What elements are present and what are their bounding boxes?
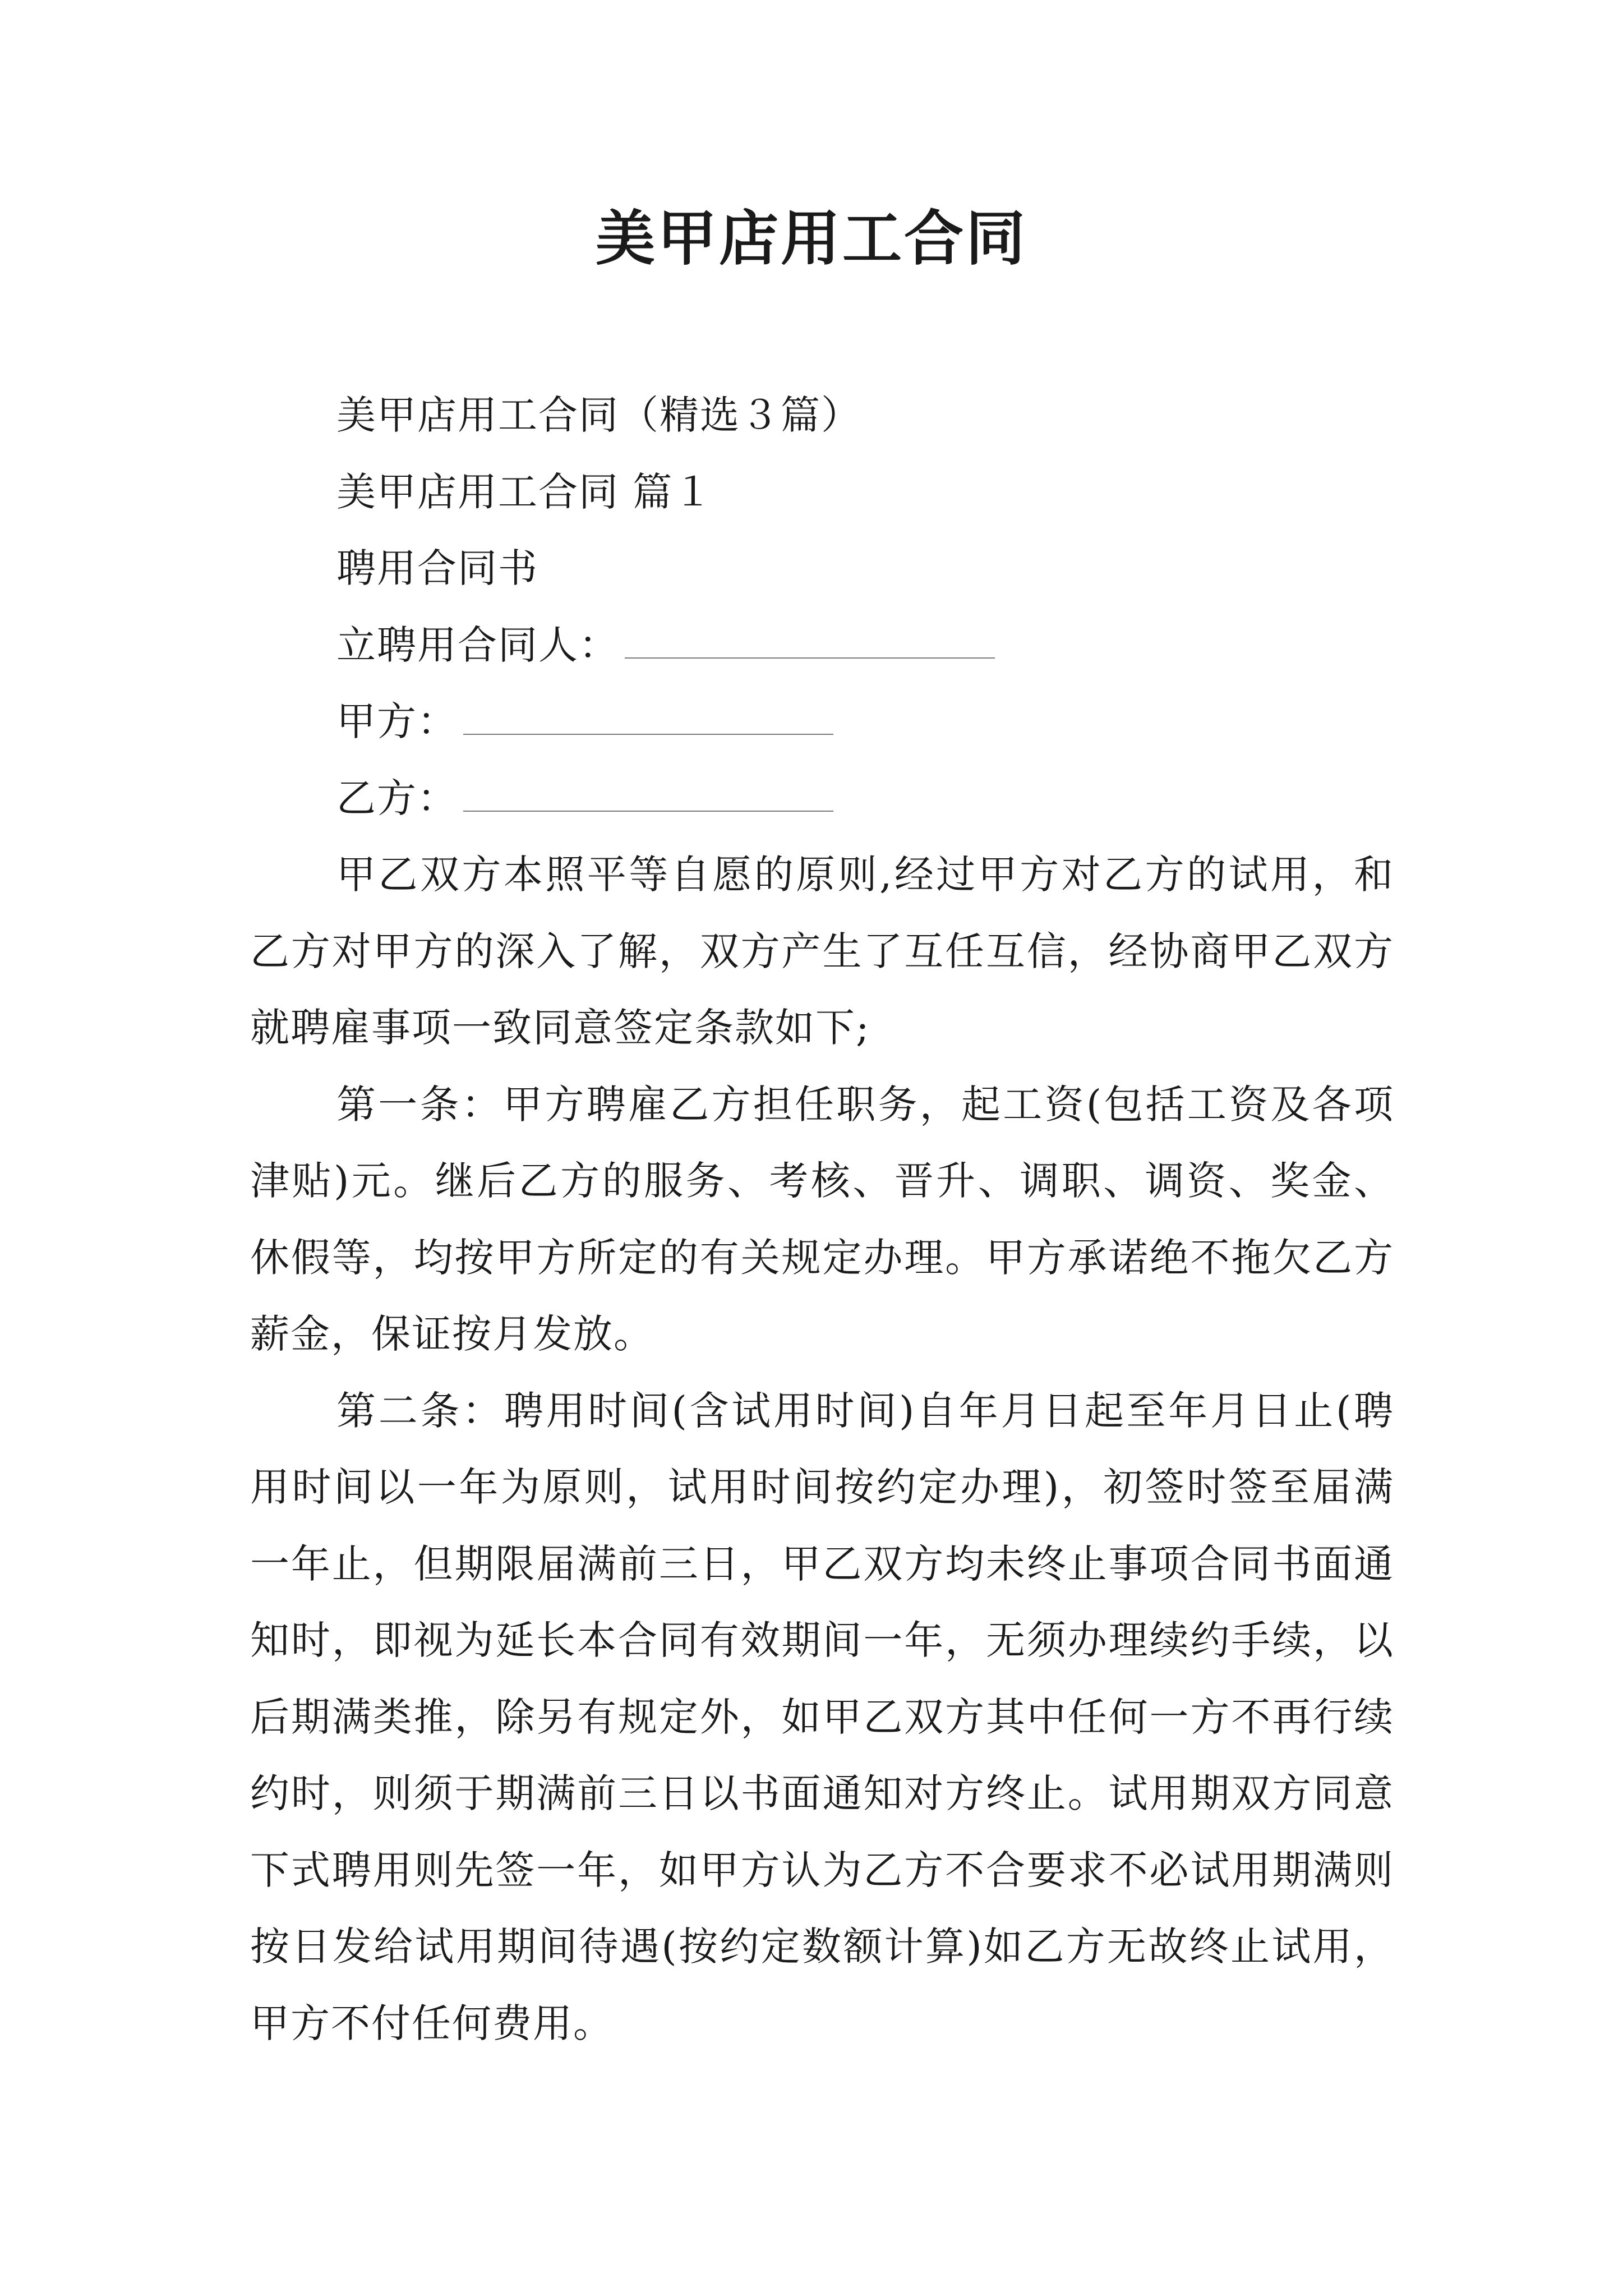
paragraph-article-2: 第二条：聘用时间(含试用时间)自年月日起至年月日止(聘用时间以一年为原则，试用时间按约定办理)，初签时签至届满一年止，但期限届满前三日，甲乙双方均未终止事项合同书面通知时，即视为延长本合同有效期间一年，无须办理续约手续，以后期满类推，除另有规定外，如甲乙双方其中任何一方不再行续约时，则须于期满前三日以书面通知对方终止。试用期双方同意下式聘用则先签一年，如甲方认为乙方不合要求不必试用期满则按日发给试用期间待遇(按约定数额计算)如乙方无故终止试用，甲方不付任何费用。 [250, 1387, 1394, 2046]
document-subtitle: 美甲店用工合同（精选３篇） [336, 392, 861, 438]
party-a-blank-line [463, 694, 833, 735]
party-a-label: 甲方： [336, 698, 458, 744]
contract-name: 聘用合同书 [336, 545, 538, 591]
party-b-label: 乙方： [336, 775, 458, 821]
party-a-field [250, 683, 1394, 760]
contractor-blank-line [625, 618, 995, 659]
contractor-label: 立聘用合同人： [336, 622, 619, 668]
party-b-blank-line [463, 771, 833, 812]
section-heading: 美甲店用工合同 篇１ [336, 468, 714, 515]
document-body [250, 377, 1394, 2062]
paragraph-article-1: 第一条：甲方聘雇乙方担任职务，起工资(包括工资及各项津贴)元。继后乙方的服务、考核、晋升、调职、调资、奖金、休假等，均按甲方所定的有关规定办理。甲方承诺绝不拖欠乙方薪金，保证按月发放。 [250, 1081, 1394, 1357]
document-title: 美甲店用工合同 [596, 203, 1027, 273]
party-b-field [250, 760, 1394, 837]
paragraph-preamble: 甲乙双方本照平等自愿的原则,经过甲方对乙方的试用，和乙方对甲方的深入了解，双方产生了互任互信，经协商甲乙双方就聘雇事项一致同意签定条款如下; [250, 852, 1394, 1051]
contractor-field [250, 607, 1394, 684]
